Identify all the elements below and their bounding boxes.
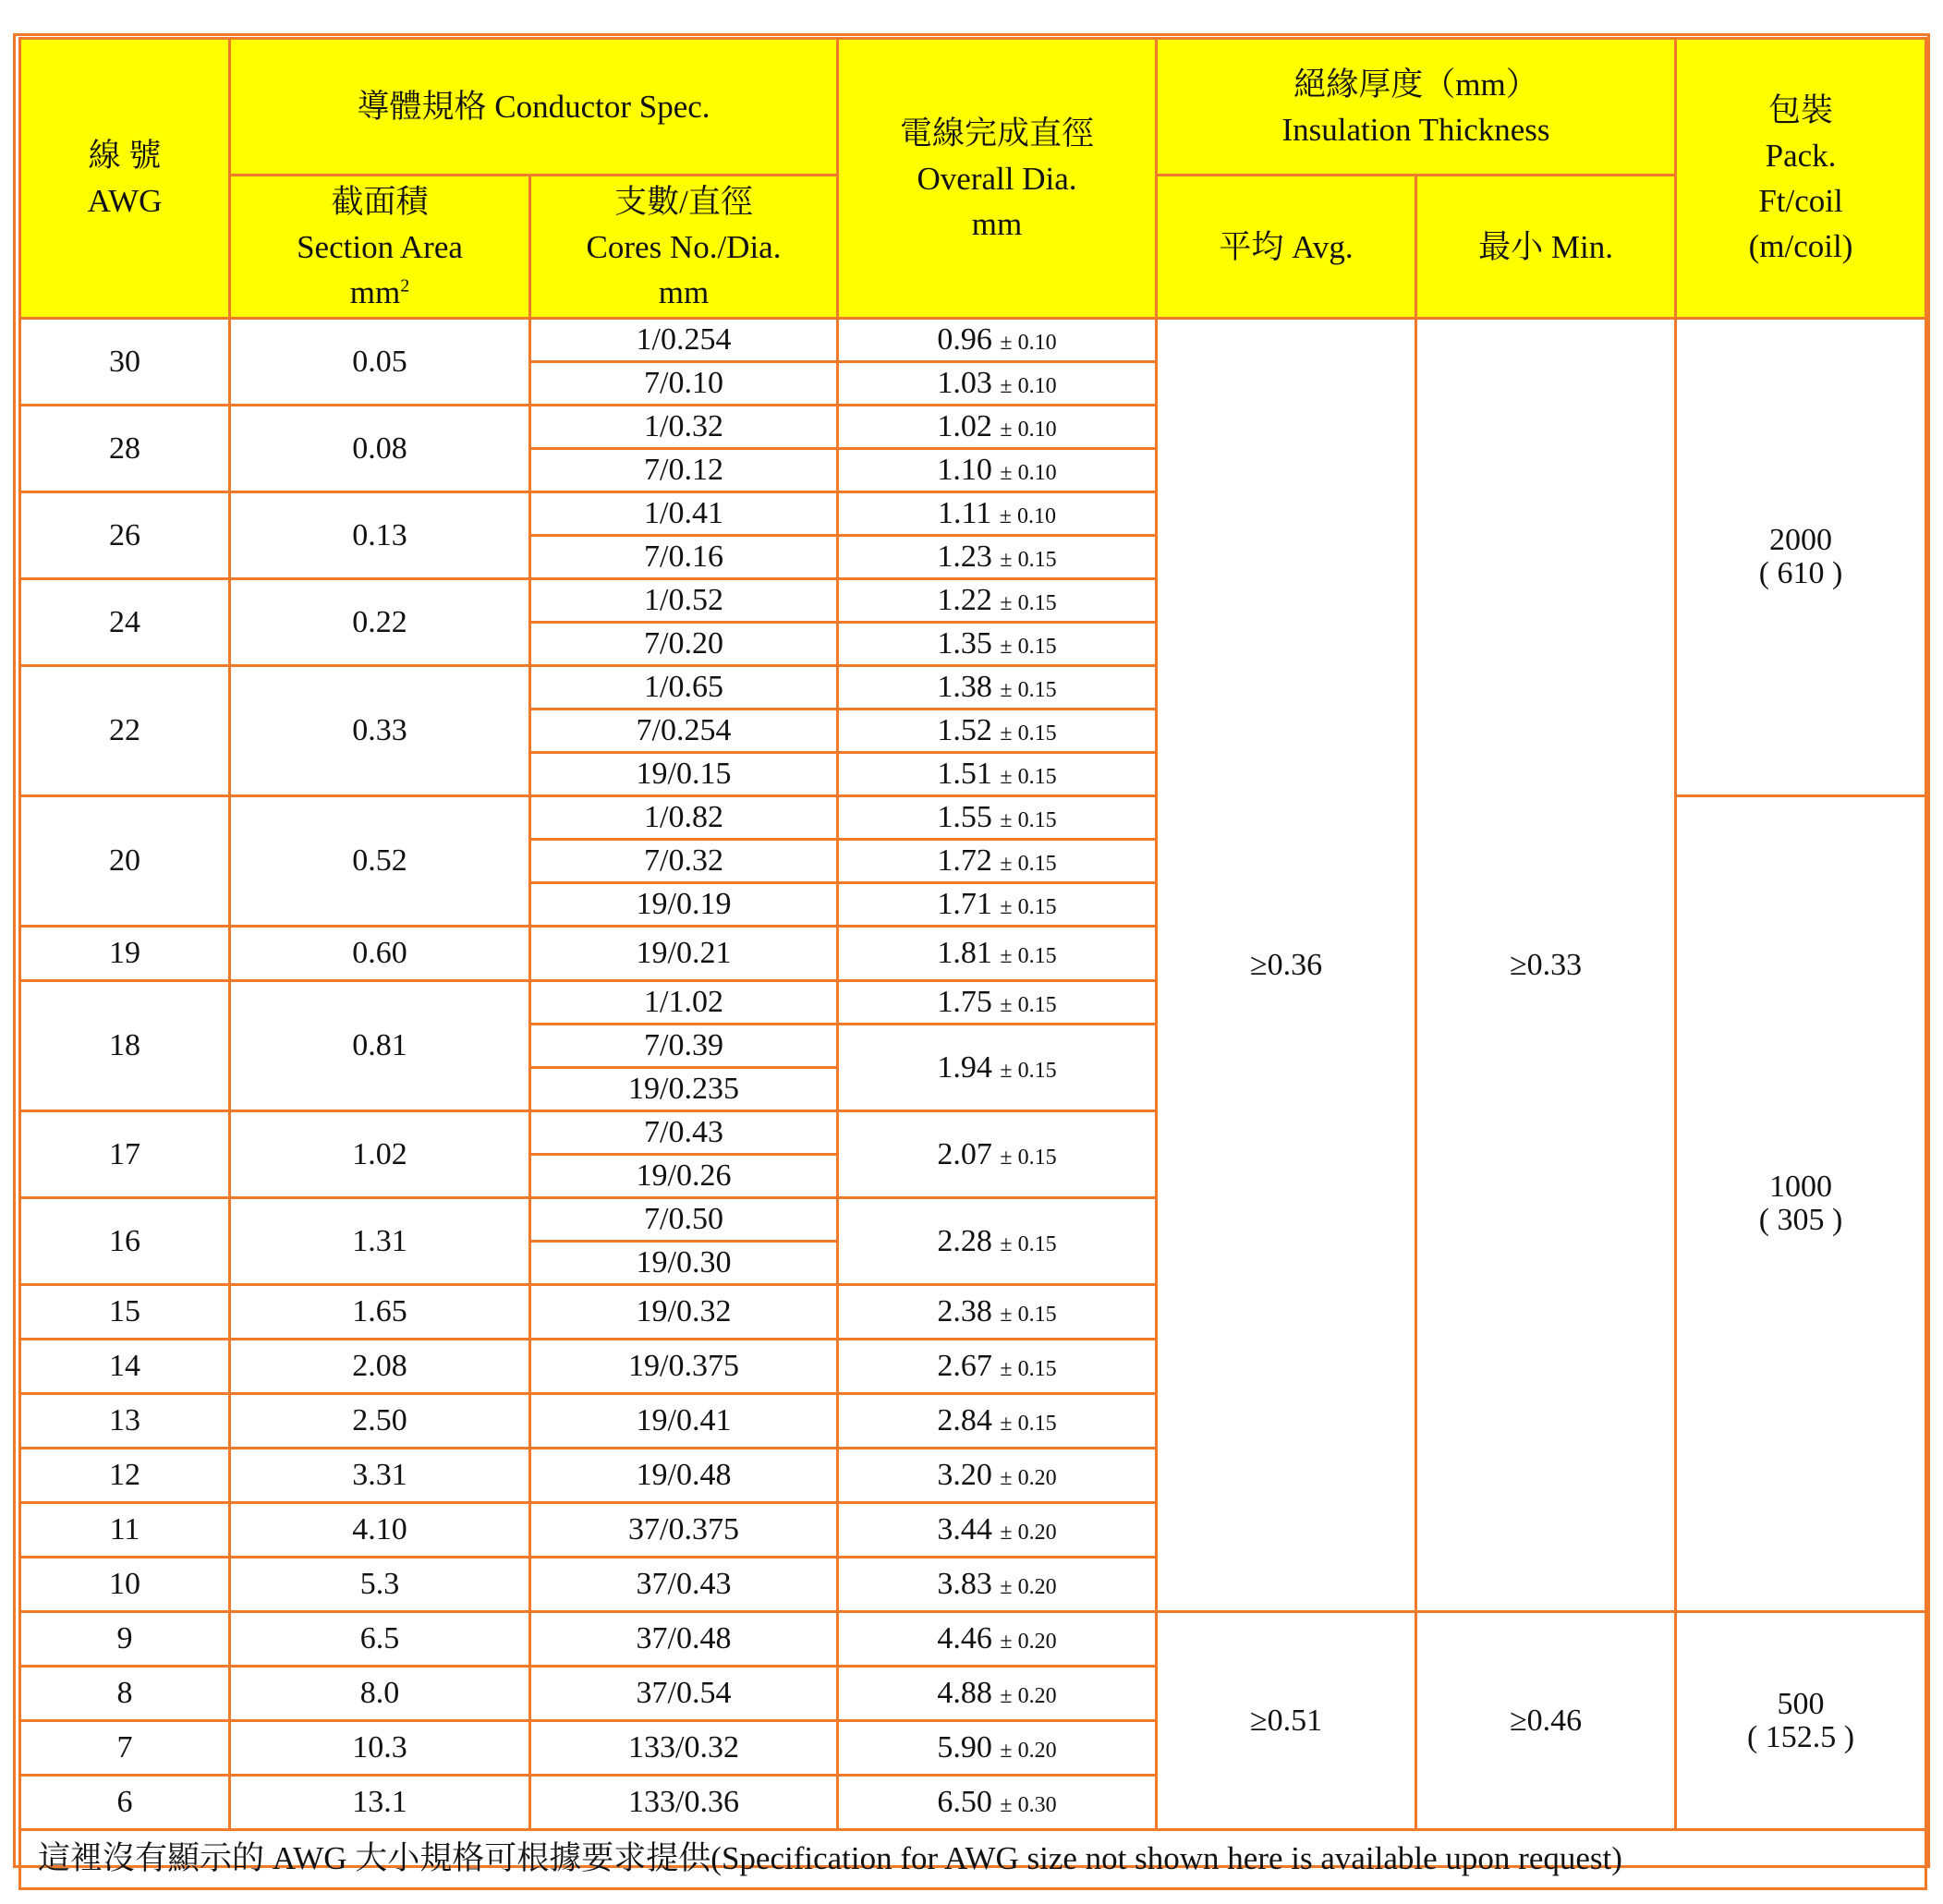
cores-dia-cell: 1/0.254 bbox=[530, 319, 838, 362]
pack-ft: 2000 bbox=[1769, 523, 1833, 558]
dia-tolerance: ± 0.15 bbox=[1000, 1303, 1057, 1328]
dia-value: 0.96 bbox=[937, 322, 992, 358]
overall-dia-cell bbox=[838, 579, 1157, 623]
dia-tolerance: ± 0.15 bbox=[1000, 548, 1057, 573]
table-row bbox=[20, 1612, 1926, 1667]
cores-dia-cell: 7/0.16 bbox=[530, 536, 838, 579]
overall-dia-cell bbox=[838, 362, 1157, 406]
dia-value: 2.07 bbox=[937, 1136, 992, 1171]
dia-value: 3.20 bbox=[937, 1458, 992, 1493]
overall-dia-cell bbox=[838, 666, 1157, 709]
dia-value: 1.10 bbox=[937, 453, 992, 488]
dia-tolerance: ± 0.15 bbox=[1000, 895, 1057, 920]
overall-dia-cell bbox=[838, 1721, 1157, 1776]
overall-dia-cell bbox=[838, 492, 1157, 536]
cores-dia-cell: 19/0.41 bbox=[530, 1394, 838, 1449]
cores-dia-cell: 19/0.48 bbox=[530, 1449, 838, 1503]
cores-dia-cell: 7/0.254 bbox=[530, 709, 838, 753]
awg-cell: 10 bbox=[20, 1558, 230, 1612]
table-header bbox=[20, 39, 1926, 319]
section-area-cell: 0.33 bbox=[230, 666, 530, 796]
overall-dia-cell bbox=[838, 449, 1157, 492]
pack-cell bbox=[1676, 319, 1926, 796]
awg-spec-table bbox=[18, 37, 1927, 1890]
cores-dia-cell: 7/0.50 bbox=[530, 1198, 838, 1242]
section-area-cell: 10.3 bbox=[230, 1721, 530, 1776]
dia-tolerance: ± 0.20 bbox=[1000, 1466, 1057, 1491]
section-area-cell: 5.3 bbox=[230, 1558, 530, 1612]
dia-tolerance: ± 0.30 bbox=[1000, 1793, 1057, 1818]
dia-tolerance: ± 0.20 bbox=[1000, 1684, 1057, 1709]
cores-dia-cell: 19/0.26 bbox=[530, 1155, 838, 1198]
section-area-cell: 0.05 bbox=[230, 319, 530, 406]
awg-cell: 17 bbox=[20, 1111, 230, 1198]
header-cores-dia: 支數/直徑 Cores No./Dia. mm bbox=[530, 176, 838, 319]
cores-dia-cell: 7/0.20 bbox=[530, 623, 838, 666]
dia-tolerance: ± 0.20 bbox=[1000, 1521, 1057, 1546]
cores-dia-cell: 1/0.65 bbox=[530, 666, 838, 709]
dia-tolerance: ± 0.15 bbox=[1000, 993, 1057, 1018]
section-area-cell: 0.08 bbox=[230, 406, 530, 492]
section-area-cell: 8.0 bbox=[230, 1667, 530, 1721]
cores-dia-cell: 19/0.30 bbox=[530, 1242, 838, 1285]
section-area-cell: 4.10 bbox=[230, 1503, 530, 1558]
insulation-min-cell: ≥0.33 bbox=[1416, 319, 1676, 1612]
overall-dia-cell bbox=[838, 1111, 1157, 1198]
header-conductor-spec: 導體規格 Conductor Spec. bbox=[230, 39, 838, 176]
header-awg: 線 號 AWG bbox=[20, 39, 230, 319]
overall-dia-cell bbox=[838, 753, 1157, 796]
overall-dia-cell bbox=[838, 406, 1157, 449]
section-area-cell: 0.22 bbox=[230, 579, 530, 666]
overall-dia-cell bbox=[838, 927, 1157, 981]
dia-tolerance: ± 0.15 bbox=[1000, 722, 1057, 746]
section-area-cell: 1.65 bbox=[230, 1285, 530, 1340]
dia-tolerance: ± 0.20 bbox=[1000, 1575, 1057, 1600]
awg-cell: 19 bbox=[20, 927, 230, 981]
cores-dia-cell: 19/0.15 bbox=[530, 753, 838, 796]
cores-dia-cell: 1/0.82 bbox=[530, 796, 838, 840]
overall-dia-cell bbox=[838, 1394, 1157, 1449]
awg-cell: 7 bbox=[20, 1721, 230, 1776]
awg-cell: 9 bbox=[20, 1612, 230, 1667]
dia-tolerance: ± 0.15 bbox=[1000, 635, 1057, 660]
dia-tolerance: ± 0.10 bbox=[1000, 374, 1057, 399]
overall-dia-cell bbox=[838, 536, 1157, 579]
awg-cell: 8 bbox=[20, 1667, 230, 1721]
awg-cell: 26 bbox=[20, 492, 230, 579]
dia-value: 1.94 bbox=[937, 1049, 992, 1085]
cores-dia-cell: 19/0.21 bbox=[530, 927, 838, 981]
dia-value: 1.22 bbox=[937, 583, 992, 618]
dia-tolerance: ± 0.15 bbox=[1000, 852, 1057, 877]
dia-value: 1.72 bbox=[937, 843, 992, 879]
awg-cell: 6 bbox=[20, 1776, 230, 1830]
dia-tolerance: ± 0.20 bbox=[1000, 1630, 1057, 1655]
overall-dia-cell bbox=[838, 1776, 1157, 1830]
section-area-cell: 13.1 bbox=[230, 1776, 530, 1830]
overall-dia-cell bbox=[838, 1025, 1157, 1111]
dia-value: 1.71 bbox=[937, 887, 992, 922]
dia-tolerance: ± 0.10 bbox=[1000, 461, 1057, 486]
section-area-cell: 1.31 bbox=[230, 1198, 530, 1285]
cores-dia-cell: 1/0.41 bbox=[530, 492, 838, 536]
insulation-min-cell: ≥0.46 bbox=[1416, 1612, 1676, 1830]
dia-tolerance: ± 0.15 bbox=[1000, 1058, 1057, 1083]
overall-dia-cell bbox=[838, 796, 1157, 840]
dia-value: 1.03 bbox=[937, 366, 992, 401]
section-area-cell: 0.60 bbox=[230, 927, 530, 981]
overall-dia-cell bbox=[838, 1558, 1157, 1612]
dia-tolerance: ± 0.15 bbox=[1000, 678, 1057, 703]
dia-value: 1.11 bbox=[938, 496, 992, 531]
section-area-cell: 0.52 bbox=[230, 796, 530, 927]
cores-dia-cell: 19/0.32 bbox=[530, 1285, 838, 1340]
dia-value: 1.23 bbox=[937, 540, 992, 575]
section-area-cell: 1.02 bbox=[230, 1111, 530, 1198]
dia-value: 1.38 bbox=[937, 670, 992, 705]
header-section-area: 截面積 Section Area $mm^2$ bbox=[230, 176, 530, 319]
dia-value: 1.75 bbox=[937, 985, 992, 1020]
overall-dia-cell bbox=[838, 1503, 1157, 1558]
awg-cell: 14 bbox=[20, 1340, 230, 1394]
dia-tolerance: ± 0.15 bbox=[1000, 765, 1057, 790]
dia-tolerance: ± 0.15 bbox=[1000, 1357, 1057, 1382]
cores-dia-cell: 37/0.375 bbox=[530, 1503, 838, 1558]
awg-cell: 20 bbox=[20, 796, 230, 927]
header-overall-dia: 電線完成直徑 Overall Dia. mm bbox=[838, 39, 1157, 319]
dia-tolerance: ± 0.15 bbox=[1000, 1145, 1057, 1170]
cores-dia-cell: 19/0.375 bbox=[530, 1340, 838, 1394]
dia-tolerance: ± 0.15 bbox=[1000, 1412, 1057, 1437]
dia-value: 2.67 bbox=[937, 1349, 992, 1384]
awg-cell: 18 bbox=[20, 981, 230, 1111]
section-area-cell: 6.5 bbox=[230, 1612, 530, 1667]
table-body bbox=[20, 319, 1926, 1830]
header-insulation: 絕緣厚度（mm） Insulation Thickness bbox=[1157, 39, 1676, 176]
dia-tolerance: ± 0.15 bbox=[1000, 591, 1057, 616]
awg-cell: 16 bbox=[20, 1198, 230, 1285]
dia-value: 4.46 bbox=[937, 1621, 992, 1656]
overall-dia-cell bbox=[838, 1198, 1157, 1285]
dia-tolerance: ± 0.10 bbox=[1000, 418, 1057, 443]
awg-cell: 22 bbox=[20, 666, 230, 796]
pack-cell bbox=[1676, 796, 1926, 1612]
dia-value: 1.35 bbox=[937, 626, 992, 661]
section-area-cell: 0.81 bbox=[230, 981, 530, 1111]
dia-value: 6.50 bbox=[937, 1785, 992, 1820]
insulation-avg-cell: ≥0.36 bbox=[1157, 319, 1416, 1612]
cores-dia-cell: 37/0.43 bbox=[530, 1558, 838, 1612]
section-area-cell: 3.31 bbox=[230, 1449, 530, 1503]
header-min: 最小 Min. bbox=[1416, 176, 1676, 319]
pack-ft: 500 bbox=[1777, 1686, 1825, 1721]
overall-dia-cell bbox=[838, 981, 1157, 1025]
dia-value: 1.52 bbox=[937, 713, 992, 748]
cores-dia-cell: 19/0.19 bbox=[530, 883, 838, 927]
pack-m: ( 152.5 ) bbox=[1746, 1719, 1855, 1754]
cores-dia-cell: 1/1.02 bbox=[530, 981, 838, 1025]
header-avg: 平均 Avg. bbox=[1157, 176, 1416, 319]
overall-dia-cell bbox=[838, 319, 1157, 362]
dia-value: 1.51 bbox=[937, 757, 992, 792]
overall-dia-cell bbox=[838, 709, 1157, 753]
awg-cell: 15 bbox=[20, 1285, 230, 1340]
cores-dia-cell: 37/0.54 bbox=[530, 1667, 838, 1721]
dia-value: 4.88 bbox=[937, 1676, 992, 1711]
dia-value: 1.81 bbox=[937, 936, 992, 971]
cores-dia-cell: 133/0.32 bbox=[530, 1721, 838, 1776]
cores-dia-cell: 19/0.235 bbox=[530, 1068, 838, 1111]
overall-dia-cell bbox=[838, 1667, 1157, 1721]
awg-cell: 11 bbox=[20, 1503, 230, 1558]
pack-m: ( 610 ) bbox=[1758, 556, 1843, 590]
cores-dia-cell: 7/0.32 bbox=[530, 840, 838, 883]
overall-dia-cell bbox=[838, 1340, 1157, 1394]
overall-dia-cell bbox=[838, 1449, 1157, 1503]
section-area-cell: 0.13 bbox=[230, 492, 530, 579]
pack-m: ( 305 ) bbox=[1758, 1203, 1843, 1237]
dia-value: 5.90 bbox=[937, 1730, 992, 1765]
dia-value: 2.38 bbox=[937, 1294, 992, 1329]
insulation-avg-cell: ≥0.51 bbox=[1157, 1612, 1416, 1830]
overall-dia-cell bbox=[838, 1285, 1157, 1340]
section-area-cell: 2.50 bbox=[230, 1394, 530, 1449]
pack-cell bbox=[1676, 1612, 1926, 1830]
dia-tolerance: ± 0.20 bbox=[1000, 1739, 1057, 1764]
cores-dia-cell: 7/0.12 bbox=[530, 449, 838, 492]
dia-tolerance: ± 0.15 bbox=[1000, 1231, 1057, 1256]
dia-value: 2.84 bbox=[937, 1403, 992, 1438]
cores-dia-cell: 1/0.32 bbox=[530, 406, 838, 449]
overall-dia-cell bbox=[838, 840, 1157, 883]
cores-dia-cell: 7/0.43 bbox=[530, 1111, 838, 1155]
cores-dia-cell: 133/0.36 bbox=[530, 1776, 838, 1830]
overall-dia-cell bbox=[838, 1612, 1157, 1667]
dia-value: 3.83 bbox=[937, 1567, 992, 1602]
dia-tolerance: ± 0.15 bbox=[1000, 808, 1057, 833]
footnote: 這裡沒有顯示的 AWG 大小規格可根據要求提供(Specification for AWG size not shown here is available upon request) bbox=[20, 1830, 1926, 1889]
dia-tolerance: ± 0.15 bbox=[1000, 944, 1057, 969]
awg-cell: 12 bbox=[20, 1449, 230, 1503]
pack-ft: 1000 bbox=[1769, 1170, 1833, 1205]
cores-dia-cell: 7/0.39 bbox=[530, 1025, 838, 1068]
dia-tolerance: ± 0.10 bbox=[999, 504, 1056, 529]
awg-cell: 28 bbox=[20, 406, 230, 492]
awg-cell: 30 bbox=[20, 319, 230, 406]
overall-dia-cell bbox=[838, 623, 1157, 666]
dia-value: 1.55 bbox=[937, 800, 992, 835]
cores-dia-cell: 1/0.52 bbox=[530, 579, 838, 623]
dia-value: 3.44 bbox=[937, 1512, 992, 1547]
section-area-cell: 2.08 bbox=[230, 1340, 530, 1394]
awg-cell: 13 bbox=[20, 1394, 230, 1449]
awg-cell: 24 bbox=[20, 579, 230, 666]
cores-dia-cell: 7/0.10 bbox=[530, 362, 838, 406]
dia-value: 1.02 bbox=[937, 409, 992, 444]
table-row bbox=[20, 319, 1926, 362]
header-pack: 包裝 Pack. Ft/coil (m/coil) bbox=[1676, 39, 1926, 319]
overall-dia-cell bbox=[838, 883, 1157, 927]
cores-dia-cell: 37/0.48 bbox=[530, 1612, 838, 1667]
dia-value: 2.28 bbox=[937, 1223, 992, 1258]
dia-tolerance: ± 0.10 bbox=[1000, 331, 1057, 356]
